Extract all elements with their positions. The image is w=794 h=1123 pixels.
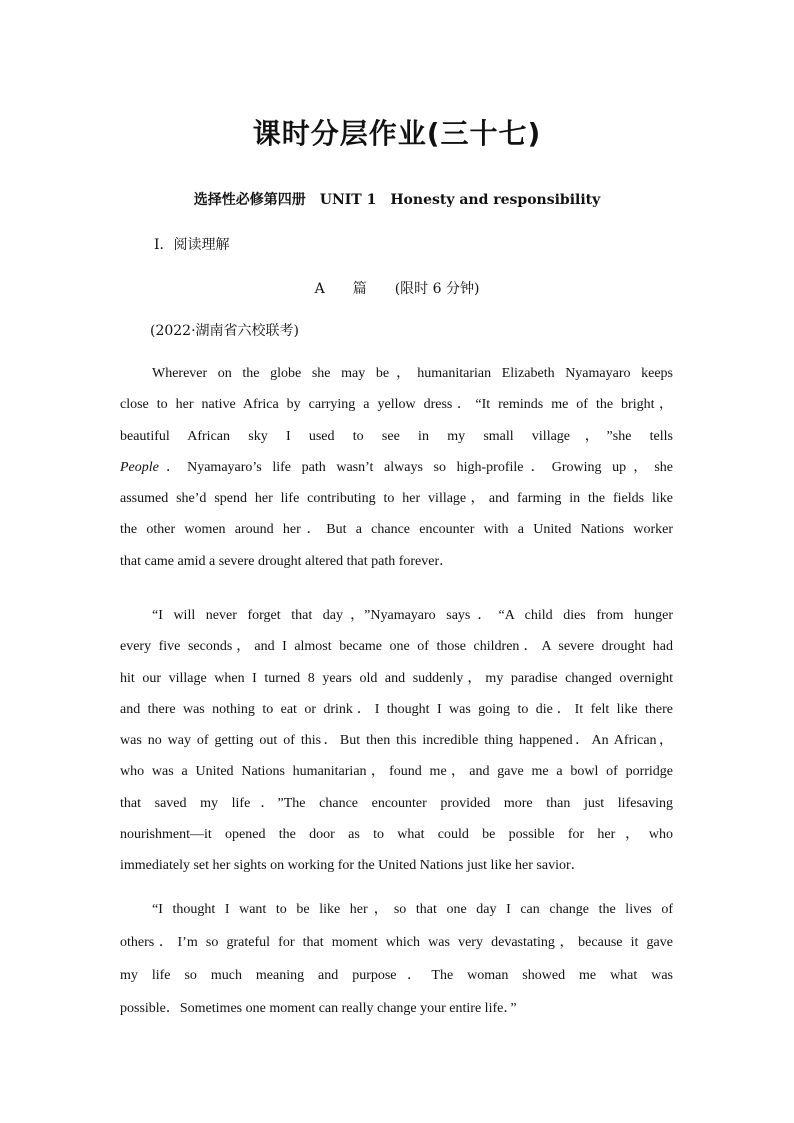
text-line: others．I’m so grateful for that moment which was very devastating，because it gave xyxy=(120,935,673,950)
text-line: “I will never forget that day，”Nyamayaro says．“A child dies from hunger xyxy=(152,608,673,623)
text-line: “I thought I want to be like her，so that one day I can change the lives of xyxy=(152,902,673,917)
text-line: beautiful African sky I used to see in my small village，”she tells xyxy=(120,428,673,444)
page-subtitle: 选择性必修第四册 UNIT 1 Honesty and responsibility xyxy=(193,192,601,208)
text-line: that came amid a severe drought altered that path forever． xyxy=(120,553,454,569)
text-line: my life so much meaning and purpose．The woman showed me what was xyxy=(120,968,673,983)
text-line: that saved my life．”The chance encounter provided more than just lifesaving xyxy=(120,795,673,811)
page-title: 课时分层作业(三十七) xyxy=(252,117,542,150)
text-line: nourishment—it opened the door as to what could be possible for her，who xyxy=(120,827,673,843)
text-line: immediately set her sights on working for the United Nations just like her savior． xyxy=(120,858,585,874)
text-fragment: ．Nyamayaro’s life path wasn’t always so high-profile．Growing up，she xyxy=(158,459,673,475)
text-line: was no way of getting out of this．But then this incredible thing happened．An African， xyxy=(120,733,673,749)
text-line: every five seconds，and I almost became one of those children．A severe drought had xyxy=(120,639,673,655)
magazine-name: People xyxy=(120,459,159,475)
text-line: and there was nothing to eat or drink．I thought I was going to die．It felt like there xyxy=(120,701,673,717)
text-line: who was a United Nations humanitarian，found me，and gave me a bowl of porridge xyxy=(120,764,673,780)
paragraph-3 xyxy=(120,893,673,1025)
passage-heading: A 篇 (限时 6 分钟) xyxy=(314,281,480,297)
text-line: assumed she’d spend her life contributing to her village，and farming in the fields like xyxy=(120,491,673,507)
text-line: the other women around her．But a chance encounter with a United Nations worker xyxy=(120,522,673,538)
text-line: Wherever on the globe she may be，humanitarian Elizabeth Nyamayaro keeps xyxy=(152,366,673,381)
text-line: close to her native Africa by carrying a yellow dress．“It reminds me of the bright， xyxy=(120,397,673,413)
text-line: hit our village when I turned 8 years old and suddenly，my paradise changed overnight xyxy=(120,670,673,686)
paragraph-2 xyxy=(120,600,673,882)
passage-source: (2022·湖南省六校联考) xyxy=(150,323,300,339)
text-line xyxy=(120,452,673,483)
paragraph-1 xyxy=(120,358,673,577)
section-heading: Ⅰ．阅读理解 xyxy=(154,237,230,253)
text-line: possible．Sometimes one moment can really change your entire life．” xyxy=(120,1001,517,1016)
